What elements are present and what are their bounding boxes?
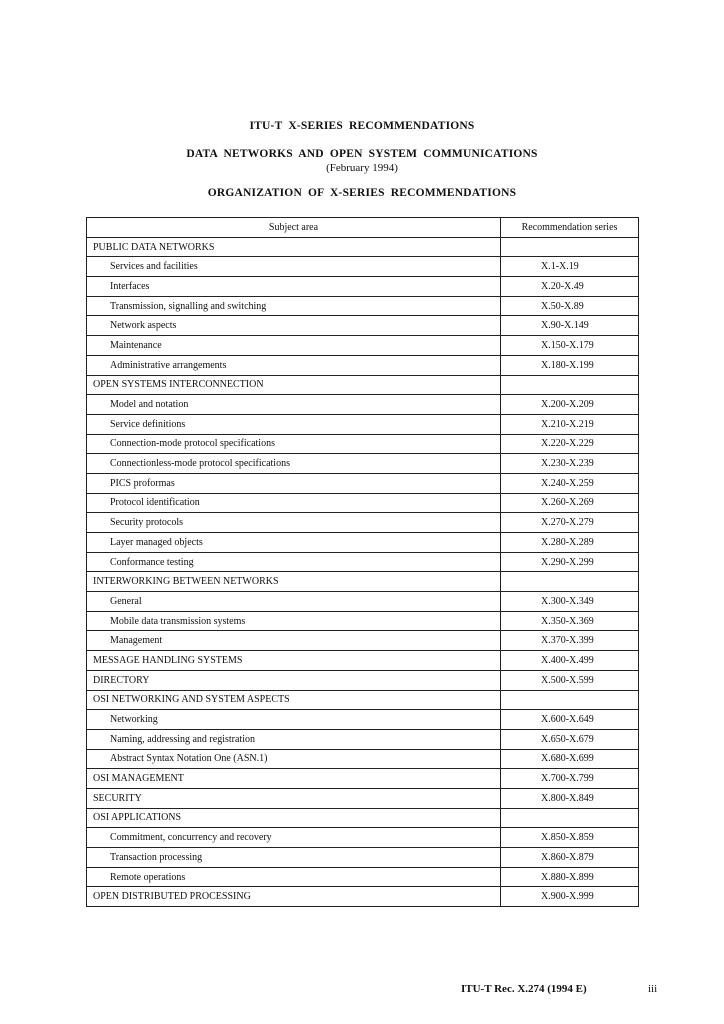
series-subtitle: DATA NETWORKS AND OPEN SYSTEM COMMUNICATIONS <box>186 148 538 160</box>
subject-cell: OPEN SYSTEMS INTERCONNECTION <box>87 375 501 395</box>
series-cell: X.600-X.649 <box>501 710 639 730</box>
series-cell <box>501 572 639 592</box>
series-cell: X.220-X.229 <box>501 434 639 454</box>
series-cell: X.290-X.299 <box>501 552 639 572</box>
table-row <box>87 493 639 513</box>
title-block <box>0 118 724 201</box>
series-cell: X.700-X.799 <box>501 769 639 789</box>
table-row <box>87 257 639 277</box>
table-row <box>87 513 639 533</box>
subject-cell: Security protocols <box>87 513 501 533</box>
series-cell: X.1-X.19 <box>501 257 639 277</box>
table-row <box>87 237 639 257</box>
subject-cell: Services and facilities <box>87 257 501 277</box>
series-cell: X.20-X.49 <box>501 277 639 297</box>
subject-cell: Abstract Syntax Notation One (ASN.1) <box>87 749 501 769</box>
subject-cell: Management <box>87 631 501 651</box>
table-row <box>87 631 639 651</box>
subject-cell: OSI NETWORKING AND SYSTEM ASPECTS <box>87 690 501 710</box>
series-cell: X.880-X.899 <box>501 867 639 887</box>
table-row <box>87 434 639 454</box>
series-cell: X.400-X.499 <box>501 651 639 671</box>
table-row <box>87 887 639 907</box>
table-row <box>87 848 639 868</box>
table-row <box>87 651 639 671</box>
table-row <box>87 277 639 297</box>
series-cell: X.500-X.599 <box>501 670 639 690</box>
subject-cell: Service definitions <box>87 414 501 434</box>
organization-title: ORGANIZATION OF X-SERIES RECOMMENDATIONS <box>207 187 517 199</box>
publication-date: (February 1994) <box>326 162 398 174</box>
table-row <box>87 710 639 730</box>
table-row <box>87 375 639 395</box>
series-cell: X.210-X.219 <box>501 414 639 434</box>
subject-cell: OSI APPLICATIONS <box>87 808 501 828</box>
table-row <box>87 611 639 631</box>
subject-cell: Commitment, concurrency and recovery <box>87 828 501 848</box>
series-cell: X.300-X.349 <box>501 592 639 612</box>
series-cell <box>501 808 639 828</box>
table-header-row <box>87 218 639 238</box>
x-series-table <box>86 217 639 907</box>
table-row <box>87 670 639 690</box>
subject-cell: Interfaces <box>87 277 501 297</box>
series-cell: X.50-X.89 <box>501 296 639 316</box>
series-cell: X.370-X.399 <box>501 631 639 651</box>
series-cell: X.200-X.209 <box>501 395 639 415</box>
subject-cell: MESSAGE HANDLING SYSTEMS <box>87 651 501 671</box>
table-row <box>87 690 639 710</box>
table-row <box>87 828 639 848</box>
subject-cell: Protocol identification <box>87 493 501 513</box>
series-title: ITU-T X-SERIES RECOMMENDATIONS <box>249 120 475 132</box>
series-cell: X.680-X.699 <box>501 749 639 769</box>
subject-cell: Transmission, signalling and switching <box>87 296 501 316</box>
table-row <box>87 316 639 336</box>
subject-area-header: Subject area <box>87 218 501 238</box>
series-cell: X.240-X.259 <box>501 473 639 493</box>
subject-cell: OSI MANAGEMENT <box>87 769 501 789</box>
table-row <box>87 592 639 612</box>
table-row <box>87 788 639 808</box>
table-row <box>87 808 639 828</box>
series-cell: X.180-X.199 <box>501 355 639 375</box>
series-cell: X.900-X.999 <box>501 887 639 907</box>
subject-cell: Maintenance <box>87 336 501 356</box>
subject-cell: Connectionless-mode protocol specifications <box>87 454 501 474</box>
series-cell: X.150-X.179 <box>501 336 639 356</box>
table-row <box>87 355 639 375</box>
series-cell: X.270-X.279 <box>501 513 639 533</box>
subject-cell: PICS proformas <box>87 473 501 493</box>
table-row <box>87 296 639 316</box>
table-row <box>87 395 639 415</box>
series-cell: X.860-X.879 <box>501 848 639 868</box>
series-cell: X.280-X.289 <box>501 533 639 553</box>
subject-cell: Model and notation <box>87 395 501 415</box>
series-cell: X.850-X.859 <box>501 828 639 848</box>
series-cell: X.230-X.239 <box>501 454 639 474</box>
series-cell: X.90-X.149 <box>501 316 639 336</box>
subject-cell: DIRECTORY <box>87 670 501 690</box>
table-row <box>87 533 639 553</box>
series-cell <box>501 237 639 257</box>
subject-cell: Connection-mode protocol specifications <box>87 434 501 454</box>
subject-cell: Networking <box>87 710 501 730</box>
subject-cell: General <box>87 592 501 612</box>
series-cell <box>501 690 639 710</box>
page-footer <box>0 983 724 997</box>
subject-cell: SECURITY <box>87 788 501 808</box>
subject-cell: Naming, addressing and registration <box>87 729 501 749</box>
table-row <box>87 414 639 434</box>
table-row <box>87 572 639 592</box>
subject-cell: Layer managed objects <box>87 533 501 553</box>
table-row <box>87 867 639 887</box>
page-number: iii <box>648 983 658 995</box>
table-row <box>87 749 639 769</box>
table-row <box>87 729 639 749</box>
subject-cell: Conformance testing <box>87 552 501 572</box>
subject-cell: Mobile data transmission systems <box>87 611 501 631</box>
subject-cell: PUBLIC DATA NETWORKS <box>87 237 501 257</box>
subject-cell: OPEN DISTRIBUTED PROCESSING <box>87 887 501 907</box>
series-cell <box>501 375 639 395</box>
subject-cell: Network aspects <box>87 316 501 336</box>
recommendation-reference: ITU-T Rec. X.274 (1994 E) <box>461 983 587 995</box>
series-cell: X.800-X.849 <box>501 788 639 808</box>
series-cell: X.260-X.269 <box>501 493 639 513</box>
table-row <box>87 769 639 789</box>
subject-cell: Administrative arrangements <box>87 355 501 375</box>
table-row <box>87 473 639 493</box>
table-row <box>87 454 639 474</box>
subject-cell: Transaction processing <box>87 848 501 868</box>
subject-cell: Remote operations <box>87 867 501 887</box>
table-row <box>87 336 639 356</box>
series-cell: X.650-X.679 <box>501 729 639 749</box>
table-row <box>87 552 639 572</box>
series-cell: X.350-X.369 <box>501 611 639 631</box>
recommendation-series-header: Recommendation series <box>501 218 639 238</box>
subject-cell: INTERWORKING BETWEEN NETWORKS <box>87 572 501 592</box>
